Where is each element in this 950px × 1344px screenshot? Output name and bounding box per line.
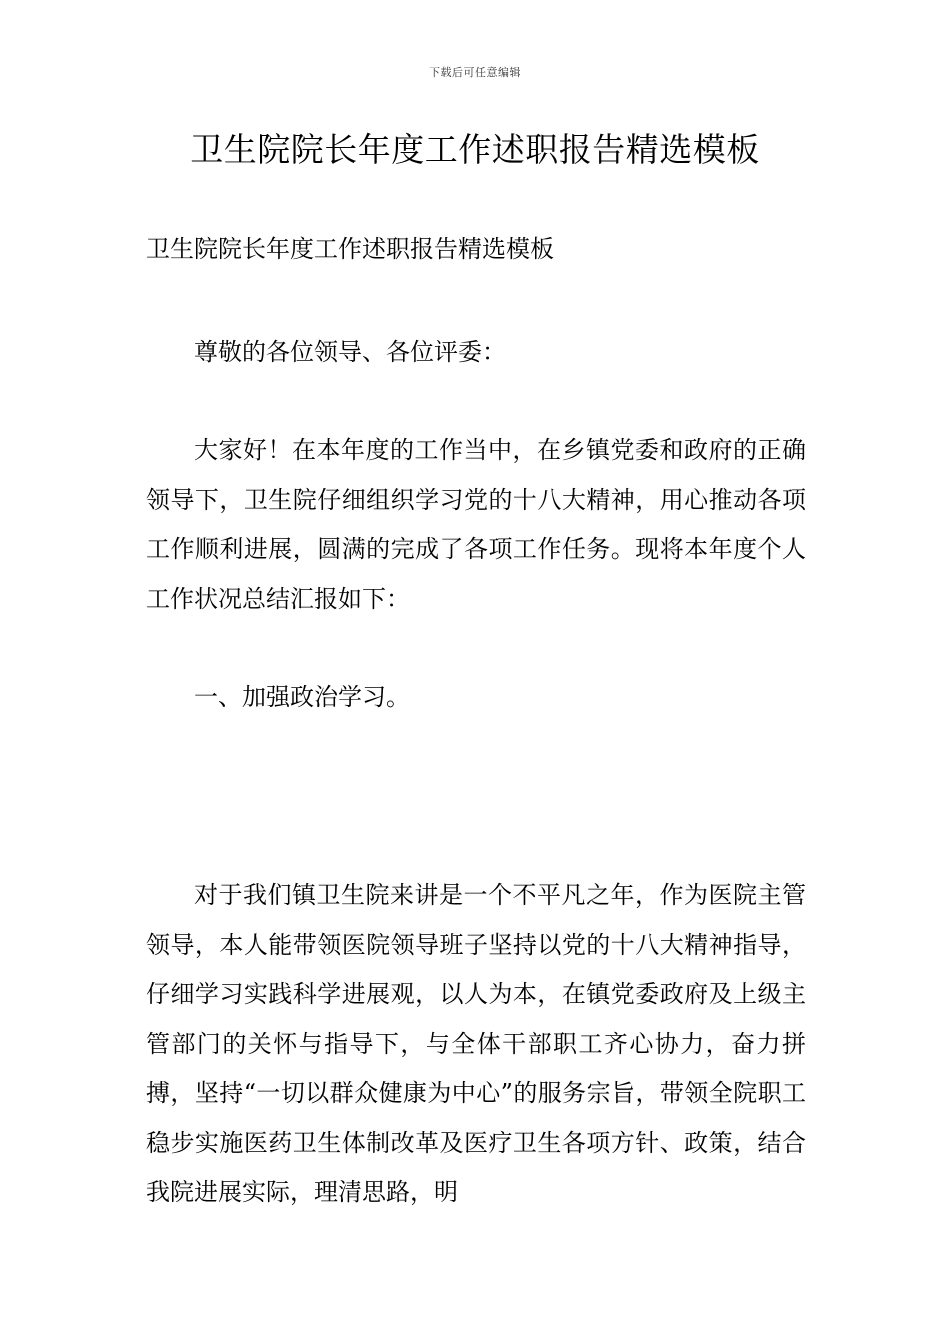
section-1-body-paragraph: 对于我们镇卫生院来讲是一个不平凡之年，作为医院主管领导，本人能带领医院领导班子坚持以党的十八大精神指导，仔细学习实践科学进展观，以人为本，在镇党委政府及上级主管部门的关怀与指导下，与全体干部职工齐心协力，奋力拼搏，坚持“一切以群众健康为中心”的服务宗旨，带领全院职工稳步实施医药卫生体制改革及医疗卫生各项方针、政策，结合我院进展实际，理清思路，明 [146,881,806,1206]
intro-paragraph: 大家好！在本年度的工作当中，在乡镇党委和政府的正确领导下，卫生院仔细组织学习党的十八大精神，用心推动各项工作顺利进展，圆满的完成了各项工作任务。现将本年度个人工作状况总结汇报如下： [146,436,806,613]
header-note: 下载后可任意编辑 [429,66,521,79]
section-heading-1: 一、加强政治学习。 [194,683,410,711]
greeting-paragraph: 尊敬的各位领导、各位评委： [194,338,506,366]
subtitle-paragraph: 卫生院院长年度工作述职报告精选模板 [146,235,554,263]
document-title: 卫生院院长年度工作述职报告精选模板 [190,130,760,169]
